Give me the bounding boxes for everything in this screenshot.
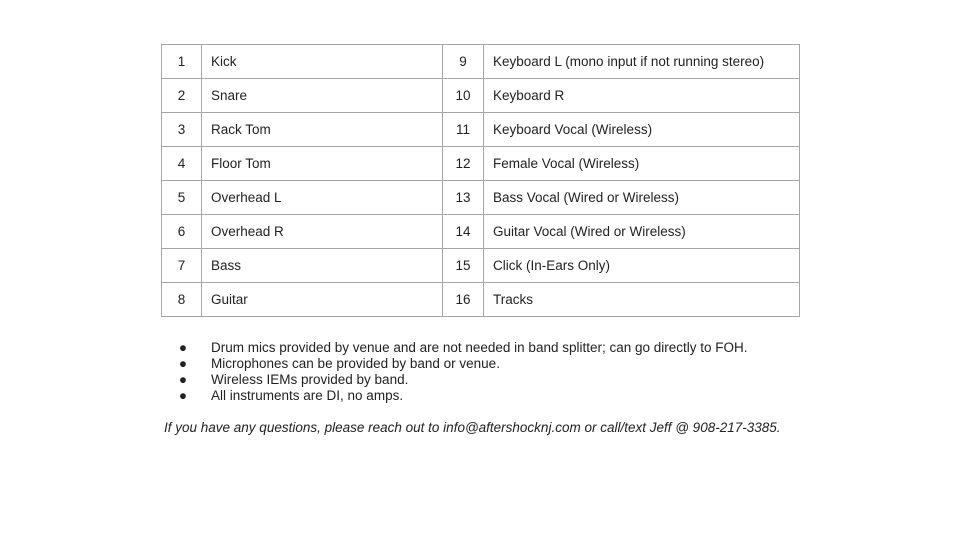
channel-number: 7 — [162, 249, 202, 283]
channel-name: Click (In-Ears Only) — [484, 249, 800, 283]
channel-name: Bass — [202, 249, 443, 283]
channel-name: Snare — [202, 79, 443, 113]
channel-number: 13 — [443, 181, 484, 215]
channel-name: Guitar — [202, 283, 443, 317]
channel-number: 1 — [162, 45, 202, 79]
channel-name: Bass Vocal (Wired or Wireless) — [484, 181, 800, 215]
channel-name: Keyboard L (mono input if not running stereo) — [484, 45, 800, 79]
note-text: Drum mics provided by venue and are not needed in band splitter; can go directly to FOH. — [211, 340, 748, 355]
channel-number: 9 — [443, 45, 484, 79]
table-row — [162, 147, 800, 181]
list-item — [177, 356, 748, 372]
note-text: All instruments are DI, no amps. — [211, 388, 404, 403]
channel-number: 16 — [443, 283, 484, 317]
channel-name: Kick — [202, 45, 443, 79]
channel-name: Rack Tom — [202, 113, 443, 147]
channel-name: Floor Tom — [202, 147, 443, 181]
channel-number: 5 — [162, 181, 202, 215]
bullet-icon: ● — [178, 340, 188, 355]
note-text: Wireless IEMs provided by band. — [211, 372, 409, 387]
notes-list — [177, 340, 748, 404]
table-row — [162, 283, 800, 317]
channel-number: 15 — [443, 249, 484, 283]
table-row — [162, 215, 800, 249]
input-list-table — [161, 44, 800, 317]
table-row — [162, 113, 800, 147]
channel-number: 6 — [162, 215, 202, 249]
bullet-icon: ● — [178, 388, 188, 403]
list-item — [177, 388, 748, 404]
table-row — [162, 249, 800, 283]
channel-name: Tracks — [484, 283, 800, 317]
channel-name: Keyboard R — [484, 79, 800, 113]
channel-name: Overhead L — [202, 181, 443, 215]
bullet-icon: ● — [178, 372, 188, 387]
channel-name: Keyboard Vocal (Wireless) — [484, 113, 800, 147]
channel-number: 2 — [162, 79, 202, 113]
channel-number: 12 — [443, 147, 484, 181]
table-row — [162, 45, 800, 79]
note-text: Microphones can be provided by band or venue. — [211, 356, 500, 371]
channel-name: Overhead R — [202, 215, 443, 249]
channel-number: 3 — [162, 113, 202, 147]
bullet-icon: ● — [178, 356, 188, 371]
channel-number: 8 — [162, 283, 202, 317]
channel-name: Female Vocal (Wireless) — [484, 147, 800, 181]
contact-info: If you have any questions, please reach out to info@aftershocknj.com or call/text Jeff @ 908-217-3385. — [164, 420, 781, 435]
table-row — [162, 79, 800, 113]
input-rows — [162, 45, 800, 317]
channel-number: 14 — [443, 215, 484, 249]
list-item — [177, 372, 748, 388]
channel-name: Guitar Vocal (Wired or Wireless) — [484, 215, 800, 249]
list-item — [177, 340, 748, 356]
channel-number: 4 — [162, 147, 202, 181]
table-row — [162, 181, 800, 215]
channel-number: 10 — [443, 79, 484, 113]
channel-number: 11 — [443, 113, 484, 147]
